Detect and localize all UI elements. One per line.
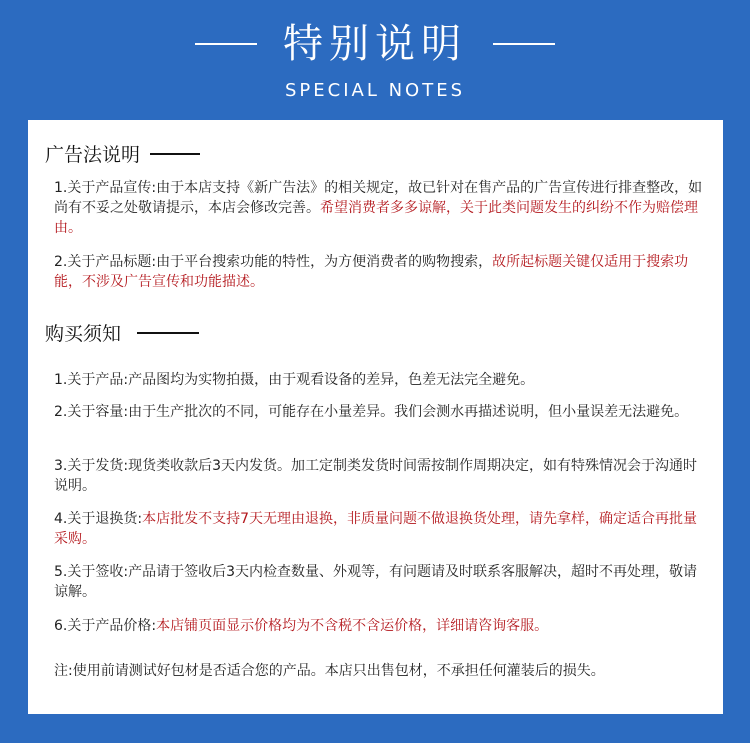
purchase-item-1 bbox=[54, 370, 704, 390]
item-label: 4.关于退换货: bbox=[54, 511, 143, 527]
item-label: 1.关于产品: bbox=[54, 372, 129, 388]
item-text: 产品图均为实物拍摄，由于观看设备的差异，色差无法完全避免。 bbox=[128, 372, 535, 388]
ad-law-heading bbox=[45, 140, 200, 167]
purchase-note: 注:使用前请测试好包材是否适合您的产品。本店只出售包材，不承担任何灌装后的损失。 bbox=[54, 663, 605, 679]
ad-law-heading-text: 广告法说明 bbox=[45, 144, 141, 166]
heading-underline bbox=[150, 153, 200, 155]
item-text: 由于生产批次的不同，可能存在小量差异。我们会测水再描述说明，但小量误差无法避免。 bbox=[128, 404, 689, 420]
purchase-item-6 bbox=[54, 616, 704, 636]
title-line-left bbox=[195, 43, 257, 45]
item-label: 2.关于容量: bbox=[54, 404, 129, 420]
page-title: 特别说明 bbox=[283, 21, 467, 67]
purchase-item-2 bbox=[54, 402, 704, 422]
item-label: 5.关于签收: bbox=[54, 564, 129, 580]
item-highlight: 本店铺页面显示价格均为不含税不含运价格，详细请咨询客服。 bbox=[156, 618, 549, 634]
item-label: 2.关于产品标题: bbox=[54, 254, 157, 270]
item-text: 产品请于签收后3天内检查数量、外观等，有问题请及时联系客服解决，超时不再处理，敬请谅解。 bbox=[54, 564, 697, 600]
heading-underline bbox=[137, 332, 199, 334]
ad-law-item-2 bbox=[54, 252, 704, 292]
item-highlight: 本店批发不支持7天无理由退换，非质量问题不做退换货处理，请先拿样，确定适合再批量采购。 bbox=[54, 511, 697, 547]
purchase-heading bbox=[45, 319, 199, 346]
item-label: 3.关于发货: bbox=[54, 458, 129, 474]
item-text: 由于本店支持《新广告法》的相关规定，故已针对在售产品的广告宣传进行排查整改，如尚有不妥之处敬请提示，本店会修改完善。 bbox=[54, 180, 703, 216]
title-line-right bbox=[493, 43, 555, 45]
purchase-item-3 bbox=[54, 456, 704, 496]
notes-card bbox=[28, 120, 723, 714]
purchase-item-4 bbox=[54, 509, 704, 549]
header bbox=[0, 0, 750, 120]
item-label: 1.关于产品宣传: bbox=[54, 180, 157, 196]
purchase-heading-text: 购买须知 bbox=[45, 323, 122, 345]
item-highlight: 希望消费者多多谅解，关于此类问题发生的纠纷不作为赔偿理由。 bbox=[54, 200, 698, 236]
item-highlight: 故所起标题关键仅适用于搜索功能，不涉及广告宣传和功能描述。 bbox=[54, 254, 689, 290]
purchase-item-5 bbox=[54, 562, 704, 602]
page-subtitle: SPECIAL NOTES bbox=[284, 80, 466, 101]
item-text: 由于平台搜索功能的特性，为方便消费者的购物搜索， bbox=[156, 254, 493, 270]
item-label: 6.关于产品价格: bbox=[54, 618, 157, 634]
item-text: 现货类收款后3天内发货。加工定制类发货时间需按制作周期决定，如有特殊情况会于沟通时说明。 bbox=[54, 458, 697, 494]
title-row bbox=[0, 18, 750, 70]
ad-law-item-1 bbox=[54, 178, 704, 238]
